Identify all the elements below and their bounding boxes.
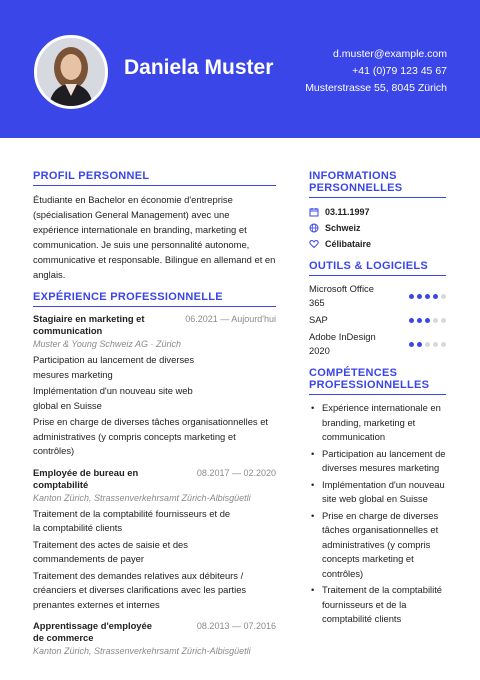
skills-list — [309, 401, 446, 627]
job-organization: Kanton Zürich, Strassenverkehrsamt Zürich-Albisgüetli — [33, 492, 251, 503]
status-row — [309, 236, 446, 252]
tool-rating — [409, 342, 446, 347]
profile-heading: PROFIL PERSONNEL — [33, 170, 276, 186]
job-entry — [33, 467, 276, 613]
tool-item — [309, 282, 446, 310]
job-task: Prise en charge de diverses tâches organisationnelles et administratives (y compris concepts marketing et contrôles) — [33, 416, 269, 456]
rating-dot — [409, 294, 414, 299]
rating-dot — [417, 318, 422, 323]
rating-dot — [409, 318, 414, 323]
skill-item: • Traitement de la comptabilité fournisseurs et de la comptabilité clients — [309, 583, 446, 627]
rating-dot — [425, 342, 430, 347]
job-title: Apprentissage d'employée de commerce — [33, 620, 152, 643]
tool-item — [309, 330, 446, 358]
calendar-icon — [309, 207, 319, 217]
candidate-name: Daniela Muster — [124, 56, 274, 79]
job-date: 08.2017 — 02.2020 — [196, 467, 276, 478]
avatar — [34, 35, 108, 109]
tool-rating — [409, 294, 446, 299]
skill-item: • Expérience internationale en branding, marketing et communication — [309, 401, 446, 445]
rating-dot — [409, 342, 414, 347]
rating-dot — [441, 318, 446, 323]
address-text: Musterstrasse 55, 8045 Zürich — [305, 82, 447, 94]
birthdate-row — [309, 204, 446, 220]
job-task: Traitement des demandes relatives aux débiteurs / créanciers et diverses clarifications avec les parties prenantes externes et internes — [33, 569, 247, 610]
rating-dot — [417, 342, 422, 347]
experience-heading: EXPÉRIENCE PROFESSIONNELLE — [33, 291, 276, 307]
tools-heading: OUTILS & LOGICIELS — [309, 260, 446, 276]
rating-dot — [441, 342, 446, 347]
phone-text[interactable]: +41 (0)79 123 45 67 — [352, 65, 447, 77]
job-date: 08.2013 — 07.2016 — [196, 621, 276, 631]
rating-dot — [441, 294, 446, 299]
skill-item: • Prise en charge de diverses tâches organisationnelles et administratives (y compris concepts marketing et contrôles) — [309, 509, 446, 582]
contact-block — [305, 46, 447, 97]
tool-name: SAP — [309, 314, 328, 325]
nationality-text: Schweiz — [325, 223, 361, 233]
heart-icon — [309, 239, 319, 249]
skill-item: • Participation au lancement de diverses mesures marketing — [309, 447, 446, 476]
job-task: Traitement des actes de saisie et des commandements de payer — [33, 538, 188, 564]
header-banner — [0, 0, 480, 138]
job-task: Implémentation d'un nouveau site web global en Suisse — [33, 385, 193, 411]
rating-dot — [425, 294, 430, 299]
tool-name: Adobe InDesign 2020 — [309, 331, 376, 356]
rating-dot — [417, 294, 422, 299]
birthdate-text: 03.11.1997 — [325, 207, 370, 217]
skills-heading: COMPÉTENCES PROFESSIONNELLES — [309, 367, 446, 395]
tool-rating — [409, 318, 446, 323]
tool-item — [309, 313, 446, 327]
job-entry — [33, 313, 276, 459]
rating-dot — [433, 342, 438, 347]
job-entry — [33, 620, 276, 658]
status-text: Célibataire — [325, 239, 372, 249]
tools-list — [309, 282, 446, 358]
tool-name: Microsoft Office 365 — [309, 283, 374, 308]
job-organization: Muster & Young Schweiz AG · Zürich — [33, 339, 182, 349]
job-title: Employée de bureau en comptabilité — [33, 466, 139, 490]
right-column — [309, 170, 446, 629]
rating-dot — [425, 318, 430, 323]
job-date: 06.2021 — Aujourd'hui — [185, 314, 276, 324]
job-task: Traitement de la comptabilité fournisseurs et de la comptabilité clients — [33, 507, 231, 533]
left-column — [33, 170, 276, 666]
profile-text: Étudiante en Bachelor en économie d'entreprise (spécialisation General Management) avec une expérience internationale en branding, marketing et communication. Je suis une personnalité autonome, communicative et responsable. Bilingue en allemand et en anglais. — [33, 194, 276, 280]
personal-info-heading: INFORMATIONS PERSONNELLES — [309, 170, 446, 198]
job-organization: Kanton Zürich, Strassenverkehrsamt Zürich-Albisgüetli — [33, 646, 251, 656]
email-text[interactable]: d.muster@example.com — [333, 48, 447, 60]
skill-item: • Implémentation d'un nouveau site web global en Suisse — [309, 478, 446, 507]
job-title: Stagiaire en marketing et communication — [33, 313, 145, 336]
rating-dot — [433, 294, 438, 299]
rating-dot — [433, 318, 438, 323]
profile-photo — [37, 38, 105, 106]
nationality-row — [309, 220, 446, 236]
job-task: Participation au lancement de diverses mesures marketing — [33, 354, 195, 380]
globe-icon — [309, 223, 319, 233]
